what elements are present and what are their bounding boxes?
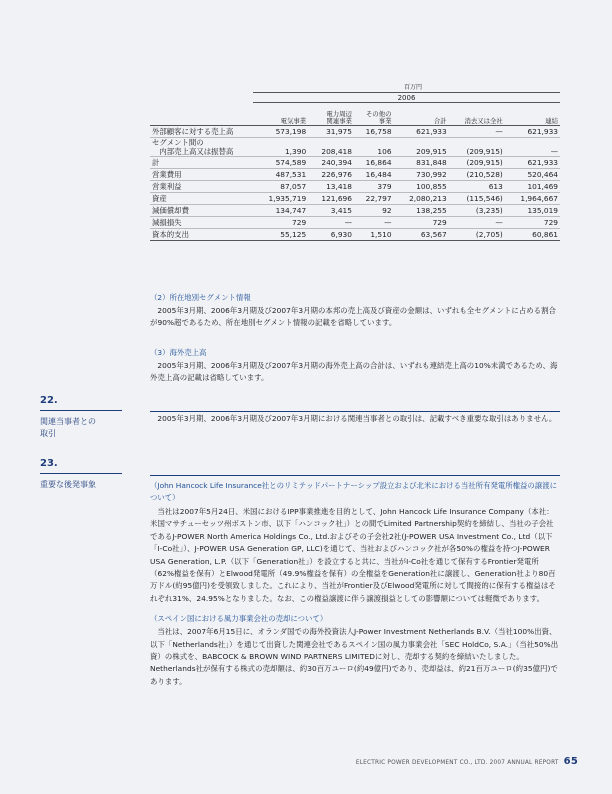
row-label: 資産 (150, 193, 253, 205)
table-cell: 520,464 (505, 169, 560, 181)
table-row (150, 181, 560, 193)
table-cell: 379 (354, 181, 394, 193)
table-cell: 1,964,667 (505, 193, 560, 205)
table-cell: 209,915 (394, 138, 449, 157)
table-row (150, 205, 560, 217)
table-cell: 226,976 (308, 169, 354, 181)
table-cell: 729 (394, 217, 449, 229)
table-header-cell: 連結 (505, 103, 560, 126)
table-row (150, 126, 560, 138)
table-cell: 31,975 (308, 126, 354, 138)
table-header-cell: その他の 事業 (354, 103, 394, 126)
table-year-row (150, 93, 560, 103)
note-number: 23. (40, 458, 122, 474)
table-cell: 106 (354, 138, 394, 157)
table-cell: 831,848 (394, 157, 449, 169)
divider (150, 475, 560, 476)
table-cell: 574,589 (253, 157, 308, 169)
table-cell: 621,933 (505, 126, 560, 138)
table-cell: 22,797 (354, 193, 394, 205)
section-body: 2005年3月期、2006年3月期及び2007年3月期における関連当事者との取引は、記載すべき重要な取引はありません。 (157, 414, 557, 423)
section-overseas (150, 347, 560, 385)
table-row (150, 138, 560, 157)
table-cell: 621,933 (394, 126, 449, 138)
table-cell: 63,567 (394, 229, 449, 241)
table-cell: 729 (253, 217, 308, 229)
row-label: 外部顧客に対する売上高 (150, 126, 253, 138)
row-label: セグメント間の 内部売上高又は振替高 (150, 138, 253, 157)
table-cell: (2,705) (449, 229, 505, 241)
table-cell: 100,855 (394, 181, 449, 193)
table-header-cell: 合計 (394, 103, 449, 126)
page-footer (356, 756, 578, 767)
table-cell: 13,418 (308, 181, 354, 193)
table-cell: 135,019 (505, 205, 560, 217)
table-cell: 121,696 (308, 193, 354, 205)
section-geographic (150, 292, 560, 330)
note22-heading (40, 395, 122, 440)
row-label: 減損損失 (150, 217, 253, 229)
table-cell: 138,255 (394, 205, 449, 217)
table-cell: (209,915) (449, 157, 505, 169)
table-row (150, 229, 560, 241)
table-cell: — (449, 126, 505, 138)
table-cell: — (449, 217, 505, 229)
segment-data-table (150, 92, 560, 241)
table-cell: 573,198 (253, 126, 308, 138)
subsection-body: 当社は、2007年6月15日に、オランダ国での海外投資法人J-Power Investment Netherlands B.V.（当社100%出資、以下「Netherlands社」）を通じて出資した関連会社であるスペイン国の風力事業会社「SEC HoldCo, S.A.」（当社50%出資）の株式を、BABCOCK & BROWN WIND PARTNERS LIMITEDに対し、売却する契約を締結いたしました。Netherlands社が保有する株式の売却額は、約30百万ユーロ(約49億円)であり、売却益は、約21百万ユーロ(約35億円)であります。 (150, 627, 559, 686)
table-header-cell: 消去又は全社 (449, 103, 505, 126)
table-header-cell: 電力周辺 関連事業 (308, 103, 354, 126)
table-cell: 60,861 (505, 229, 560, 241)
table-cell: (209,915) (449, 138, 505, 157)
table-header-cell (150, 103, 253, 126)
table-cell: 613 (449, 181, 505, 193)
note23-heading (40, 458, 122, 491)
row-label: 計 (150, 157, 253, 169)
table-row (150, 193, 560, 205)
report-name: 2007 ANNUAL REPORT (489, 760, 559, 766)
note-title: 重要な後発事象 (40, 480, 96, 489)
table-cell: 16,758 (354, 126, 394, 138)
section-title: （2）所在地別セグメント情報 (150, 293, 251, 302)
table-row (150, 157, 560, 169)
subsection-title: （スペイン国における風力事業会社の売却について） (150, 614, 328, 624)
section-body: 2005年3月期、2006年3月期及び2007年3月期の海外売上高の合計は、いずれも連結売上高の10%未満であるため、海外売上高の記載は省略しています。 (150, 361, 558, 383)
row-label: 営業利益 (150, 181, 253, 193)
subsection-title: （John Hancock Life Insurance社とのリミテッドパートナーシップ設立および北米における当社所有発電所権益の譲渡について） (150, 481, 557, 502)
table-header-cell: 電気事業 (253, 103, 308, 126)
section-subsequent-events (150, 480, 560, 688)
table-cell: (210,528) (449, 169, 505, 181)
divider (150, 411, 560, 412)
table-cell: 1,510 (354, 229, 394, 241)
table-cell: 16,864 (354, 157, 394, 169)
table-cell: 729 (505, 217, 560, 229)
table-header-row (150, 103, 560, 126)
table-cell: 208,418 (308, 138, 354, 157)
table-cell: — (308, 217, 354, 229)
table-cell: 87,057 (253, 181, 308, 193)
table-unit: 百万円 (403, 84, 422, 91)
table-cell: (115,546) (449, 193, 505, 205)
table-cell: — (505, 138, 560, 157)
page-number: 65 (563, 756, 578, 767)
table-cell: 487,531 (253, 169, 308, 181)
section-related-party (150, 413, 560, 425)
table-cell: 240,394 (308, 157, 354, 169)
table-row (150, 169, 560, 181)
table-cell: 621,933 (505, 157, 560, 169)
table-cell: 3,415 (308, 205, 354, 217)
table-year: 2006 (253, 93, 560, 103)
table-cell: 101,469 (505, 181, 560, 193)
row-label: 営業費用 (150, 169, 253, 181)
table-cell: 55,125 (253, 229, 308, 241)
table-cell: 92 (354, 205, 394, 217)
note-title: 関連当事者との 取引 (40, 417, 96, 438)
table-cell: 6,930 (308, 229, 354, 241)
table-cell: 1,390 (253, 138, 308, 157)
table-cell: 730,992 (394, 169, 449, 181)
table-cell: 16,484 (354, 169, 394, 181)
row-label: 資本的支出 (150, 229, 253, 241)
table-row (150, 217, 560, 229)
company-name: ELECTRIC POWER DEVELOPMENT CO., LTD. (355, 760, 488, 766)
section-title: （3）海外売上高 (150, 348, 207, 357)
table-cell: (3,235) (449, 205, 505, 217)
table-cell (150, 93, 253, 103)
table-cell: 1,935,719 (253, 193, 308, 205)
row-label: 減価償却費 (150, 205, 253, 217)
table-cell: — (354, 217, 394, 229)
subsection-body: 当社は2007年5月24日、米国におけるIPP事業推進を目的として、John Hancock Life Insurance Company（本社：米国マサチューセッツ州ボストン市、以下「ハンコック社」）との間でLimited Partnership契約を締結し、当社の子会社であるJ-POWER North America Holdings Co., Ltd.およびその子会社2社(J-POWER USA Investment Co., Ltd（以下「I-Co社」）、J-POWER USA Generation GP, LLC)を通じて、当社およびハンコック社が各50%の権益を持つJ-POWER USA Generation, L.P.（以下「Generation社」）を設立すると共に、当社がI-Co社を通じて保有するFrontier発電所（62%権益を保有）とElwood発電所（49.9%権益を保有）の全権益をGeneration社に譲渡し、Generation社より80百万ドル(約95億円)を受領致しました。これにより、当社がFrontier及びElwood発電所に対して間接的に保有する権益はそれぞれ31%、24.95%となりました。なお、この権益譲渡に伴う譲渡損益としての影響額については軽微であります。 (150, 507, 556, 603)
section-body: 2005年3月期、2006年3月期及び2007年3月期の本邦の売上高及び資産の金額は、いずれも全セグメントに占める割合が90%超であるため、所在地別セグメント情報の記載を省略しています。 (150, 306, 556, 328)
note-number: 22. (40, 395, 122, 411)
segment-table (150, 82, 560, 241)
table-cell: 2,080,213 (394, 193, 449, 205)
table-cell: 134,747 (253, 205, 308, 217)
